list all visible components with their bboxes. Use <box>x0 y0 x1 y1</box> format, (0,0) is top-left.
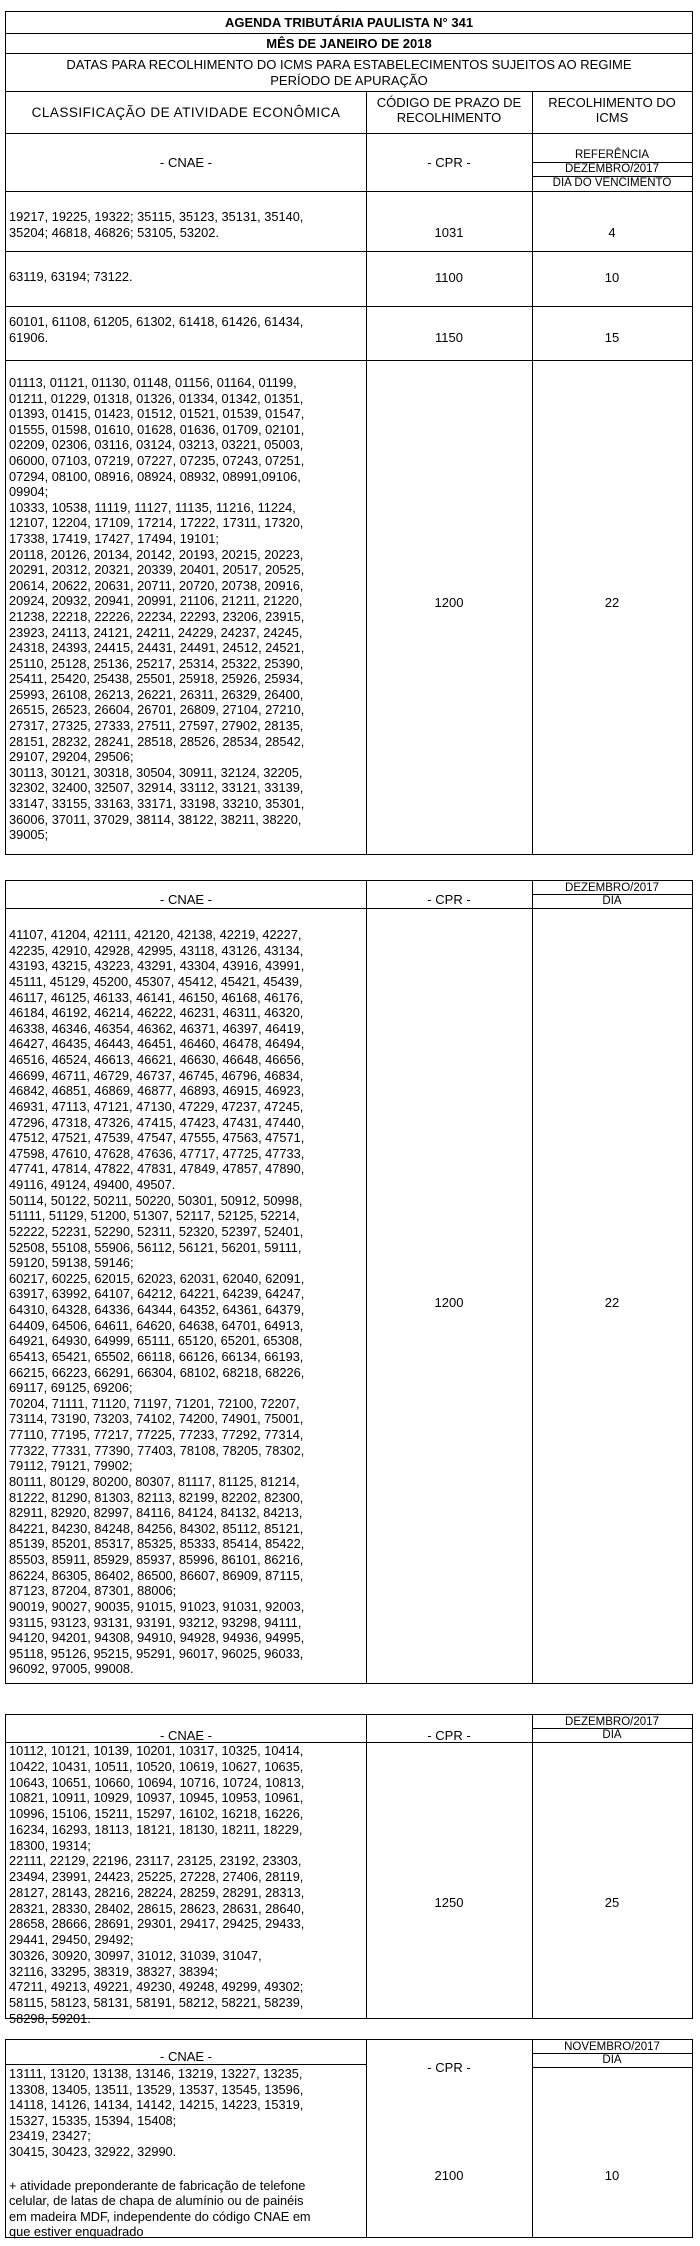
cnae-label <box>6 891 366 907</box>
ref-period: NOVEMBRO/2017 <box>564 2041 660 2053</box>
dia-value: 4 <box>608 225 616 240</box>
cpr-label-text: - CPR - <box>427 2059 471 2075</box>
header-cpr <box>366 92 532 132</box>
subtitle-line-1: DATAS PARA RECOLHIMENTO DO ICMS PARA ESTABELECIMENTOS SUJEITOS AO REGIME <box>66 57 632 72</box>
ref-box <box>532 1715 692 1742</box>
dia-value: 22 <box>604 1295 620 1310</box>
cpr-value: 1100 <box>435 270 463 285</box>
cnae-label-text: - CNAE - <box>160 1727 212 1743</box>
cpr-value: 2100 <box>434 2168 464 2183</box>
cnae-codes: 19217, 19225, 19322; 35115, 35123, 35131, 35140, 35204; 46818, 46826; 53105, 53202. <box>9 209 304 240</box>
table-row <box>6 191 692 252</box>
cpr-label <box>366 1727 532 1743</box>
dia-value: 15 <box>604 330 620 345</box>
table-block-1 <box>5 11 693 855</box>
header-recolhimento <box>532 92 692 132</box>
cpr-label <box>366 891 532 907</box>
cpr-label-text: - CPR - <box>427 154 471 170</box>
title-text: AGENDA TRIBUTÁRIA PAULISTA N° 341 <box>224 15 474 30</box>
dia-label: DIA <box>602 895 622 907</box>
table-block-2 <box>5 880 693 1684</box>
cnae-label-text: - CNAE - <box>160 154 212 170</box>
month-title <box>6 34 692 54</box>
referencia-label: REFERÊNCIA <box>574 149 650 161</box>
dia-label: DIA <box>602 2054 622 2066</box>
cpr-value: 1200 <box>434 595 464 610</box>
cpr-label <box>366 2059 532 2075</box>
table-block-4 <box>5 2039 693 2238</box>
header-cpr-line-1: CÓDIGO DE PRAZO DE <box>376 95 522 110</box>
dia-value: 22 <box>604 595 620 610</box>
ref-period: DEZEMBRO/2017 <box>565 1716 659 1728</box>
ref-period: DEZEMBRO/2017 <box>565 163 659 175</box>
cnae-codes: 60101, 61108, 61205, 61302, 61418, 61426, 61434, 61906. <box>9 314 304 345</box>
table-row <box>6 307 692 361</box>
cnae-label-text: - CNAE - <box>160 2048 212 2064</box>
ref-period: DEZEMBRO/2017 <box>565 882 659 894</box>
dia-vencimento-label: DIA DO VENCIMENTO <box>552 177 672 189</box>
table-block-3 <box>5 1714 693 2026</box>
page-title <box>6 12 692 34</box>
cpr-value: 1200 <box>434 1295 464 1310</box>
ref-box <box>532 2040 692 2067</box>
cpr-label-text: - CPR - <box>427 1727 471 1743</box>
cnae-label <box>6 133 366 191</box>
dia-value: 10 <box>604 2168 620 2183</box>
header-rec-line-1: RECOLHIMENTO DO <box>548 95 676 110</box>
header-cpr-line-2: RECOLHIMENTO <box>396 110 502 125</box>
cnae-label-text: - CNAE - <box>160 891 212 907</box>
header-rec-line-2: ICMS <box>595 110 629 125</box>
cpr-label <box>366 133 532 191</box>
dia-value: 25 <box>604 1895 620 1910</box>
cnae-codes: 10112, 10121, 10139, 10201, 10317, 10325, 10414, 10422, 10431, 10511, 10520, 10619, 10627, 10635, 10643, 10651, 10660, 10694, 10716, 10724, 10813, 10821, 10911, 10929, 10937, 10945, 10953, 10961, 10996, 15106, 15211, 15297, 16102, 16218, 16226, 16234, 16293, 18113, 18121, 18130, 18211, 18229, 18300, 19314; 22111, 22129, 22196, 23117, 23125, 23192, 23303, 23494, 23991, 24423, 25225, 27228, 27406, 28119, 28127, 28143, 28216, 28224, 28259, 28291, 28313, 28321, 28330, 28402, 28615, 28623, 28631, 28640, 28658, 28666, 28691, 29301, 29417, 29425, 29433, 29441, 29450, 29492; 30326, 30920, 30997, 31012, 31039, 31047, 32116, 33295, 38319, 38327, 38394; 47211, 49213, 49221, 49230, 49248, 49299, 49302; 58115, 58123, 58131, 58191, 58212, 58221, 58239, 58298, 59201. <box>9 1743 305 2026</box>
month-text: MÊS DE JANEIRO DE 2018 <box>266 36 432 51</box>
cpr-label-text: - CPR - <box>427 891 471 907</box>
cnae-codes: 01113, 01121, 01130, 01148, 01156, 01164, 01199, 01211, 01229, 01318, 01326, 01334, 01342, 01351, 01393, 01415, 01423, 01512, 01521, 01539, 01547, 01555, 01598, 01610, 01628, 01636, 01709, 02101, 02209, 02306, 03116, 03124, 03213, 03221, 05003, 06000, 07103, 07219, 07227, 07235, 07243, 07251, 07294, 08100, 08916, 08924, 08932, 08991,09106, 09904; 10333, 10538, 11119, 11127, 11135, 11216, 11224, 12107, 12204, 17109, 17214, 17222, 17311, 17320, 17338, 17419, 17427, 17494, 19101; 20118, 20126, 20134, 20142, 20193, 20215, 20223, 20291, 20312, 20321, 20339, 20401, 20517, 20525, 20614, 20622, 20631, 20711, 20720, 20738, 20916, 20924, 20932, 20941, 20991, 21106, 21211, 21220, 21238, 22218, 22226, 22234, 22293, 23206, 23915, 23923, 24113, 24121, 24211, 24229, 24237, 24245, 24318, 24393, 24415, 24431, 24491, 24512, 24521, 25110, 25128, 25136, 25217, 25314, 25322, 25390, 25411, 25420, 25438, 25501, 25918, 25926, 25934, 25993, 26108, 26213, 26221, 26311, 26329, 26400, 26515, 26523, 26604, 26701, 26809, 27104, 27210, 27317, 27325, 27333, 27511, 27597, 27902, 28135, 28151, 28232, 28241, 28518, 28526, 28534, 28542, 29107, 29204, 29506; 30113, 30121, 30318, 30504, 30911, 32124, 32205, 32302, 32400, 32507, 32914, 33112, 33121, 33139, 33147, 33155, 33163, 33171, 33198, 33210, 35301, 36006, 37011, 37029, 38114, 38122, 38211, 38220, 39005; <box>9 375 305 843</box>
header-classificacao-text: CLASSIFICAÇÃO DE ATIVIDADE ECONÔMICA <box>31 104 341 120</box>
activity-note: + atividade preponderante de fabricação de telefone celular, de latas de chapa de alumínio ou de painéis em madeira MDF, independente do código CNAE em que estiver enquadrado <box>9 2178 311 2239</box>
referencia-box <box>532 133 692 191</box>
cnae-codes: 41107, 41204, 42111, 42120, 42138, 42219, 42227, 42235, 42910, 42928, 42995, 43118, 43126, 43134, 43193, 43215, 43223, 43291, 43304, 43916, 43991, 45111, 45129, 45200, 45307, 45412, 45421, 45439, 46117, 46125, 46133, 46141, 46150, 46168, 46176, 46184, 46192, 46214, 46222, 46231, 46311, 46320, 46338, 46346, 46354, 46362, 46371, 46397, 46419, 46427, 46435, 46443, 46451, 46460, 46478, 46494, 46516, 46524, 46613, 46621, 46630, 46648, 46656, 46699, 46711, 46729, 46737, 46745, 46796, 46834, 46842, 46851, 46869, 46877, 46893, 46915, 46923, 46931, 47113, 47121, 47130, 47229, 47237, 47245, 47296, 47318, 47326, 47415, 47423, 47431, 47440, 47512, 47521, 47539, 47547, 47555, 47563, 47571, 47598, 47610, 47628, 47636, 47717, 47725, 47733, 47741, 47814, 47822, 47831, 47849, 47857, 47890, 49116, 49124, 49400, 49507. 50114, 50122, 50211, 50220, 50301, 50912, 50998, 51111, 51129, 51200, 51307, 52117, 52125, 52214, 52222, 52231, 52290, 52311, 52320, 52397, 52401, 52508, 55108, 55906, 56112, 56121, 56201, 59111, 59120, 59138, 59146; 60217, 60225, 62015, 62023, 62031, 62040, 62091, 63917, 63992, 64107, 64212, 64221, 64239, 64247, 64310, 64328, 64336, 64344, 64352, 64361, 64379, 64409, 64506, 64611, 64620, 64638, 64701, 64913, 64921, 64930, 64999, 65111, 65120, 65201, 65308, 65413, 65421, 65502, 66118, 66126, 66134, 66193, 66215, 66223, 66291, 66304, 68102, 68218, 68226, 69117, 69125, 69206; 70204, 71111, 71120, 71197, 71201, 72100, 72207, 73114, 73190, 73203, 74102, 74200, 74901, 75001, 77110, 77195, 77217, 77225, 77233, 77292, 77314, 77322, 77331, 77390, 77403, 78108, 78205, 78302, 79112, 79121, 79902; 80111, 80129, 80200, 80307, 81117, 81125, 81214, 81222, 81290, 81303, 82113, 82199, 82202, 82300, 82911, 82920, 82997, 84116, 84124, 84132, 84213, 84221, 84230, 84248, 84256, 84302, 85112, 85121, 85139, 85201, 85317, 85325, 85333, 85414, 85422, 85503, 85911, 85929, 85937, 85996, 86101, 86216, 86224, 86305, 86402, 86500, 86607, 86909, 87115, 87123, 87204, 87301, 88006; 90019, 90027, 90035, 91015, 91023, 91031, 92003, 93115, 93123, 93131, 93191, 93212, 93298, 94111, 94120, 94201, 94308, 94910, 94928, 94936, 94995, 95118, 95126, 95215, 95291, 96017, 96025, 96033, 96092, 97005, 99008. <box>9 927 305 1677</box>
subtitle-line-2: PERÍODO DE APURAÇÃO <box>270 73 428 88</box>
cpr-value: 1150 <box>435 330 463 345</box>
subtitle <box>6 54 692 92</box>
cnae-codes: 63119, 63194; 73122. <box>9 269 133 284</box>
table-row <box>6 252 692 307</box>
cnae-codes: 13111, 13120, 13138, 13146, 13219, 13227, 13235, 13308, 13405, 13511, 13529, 13537, 13545, 13596, 14118, 14126, 14134, 14142, 14215, 14223, 15319, 15327, 15335, 15394, 15408; 23419, 23427; 30415, 30423, 32922, 32990. <box>9 2066 304 2159</box>
dia-value: 10 <box>604 270 620 285</box>
cnae-label <box>6 1727 366 1743</box>
cpr-value: 1250 <box>434 1895 464 1910</box>
cnae-label <box>6 2048 366 2064</box>
cpr-value: 1031 <box>434 225 464 240</box>
table-row <box>6 361 692 854</box>
dia-label: DIA <box>602 1729 622 1741</box>
header-classificacao <box>6 92 366 132</box>
ref-box <box>532 881 692 908</box>
